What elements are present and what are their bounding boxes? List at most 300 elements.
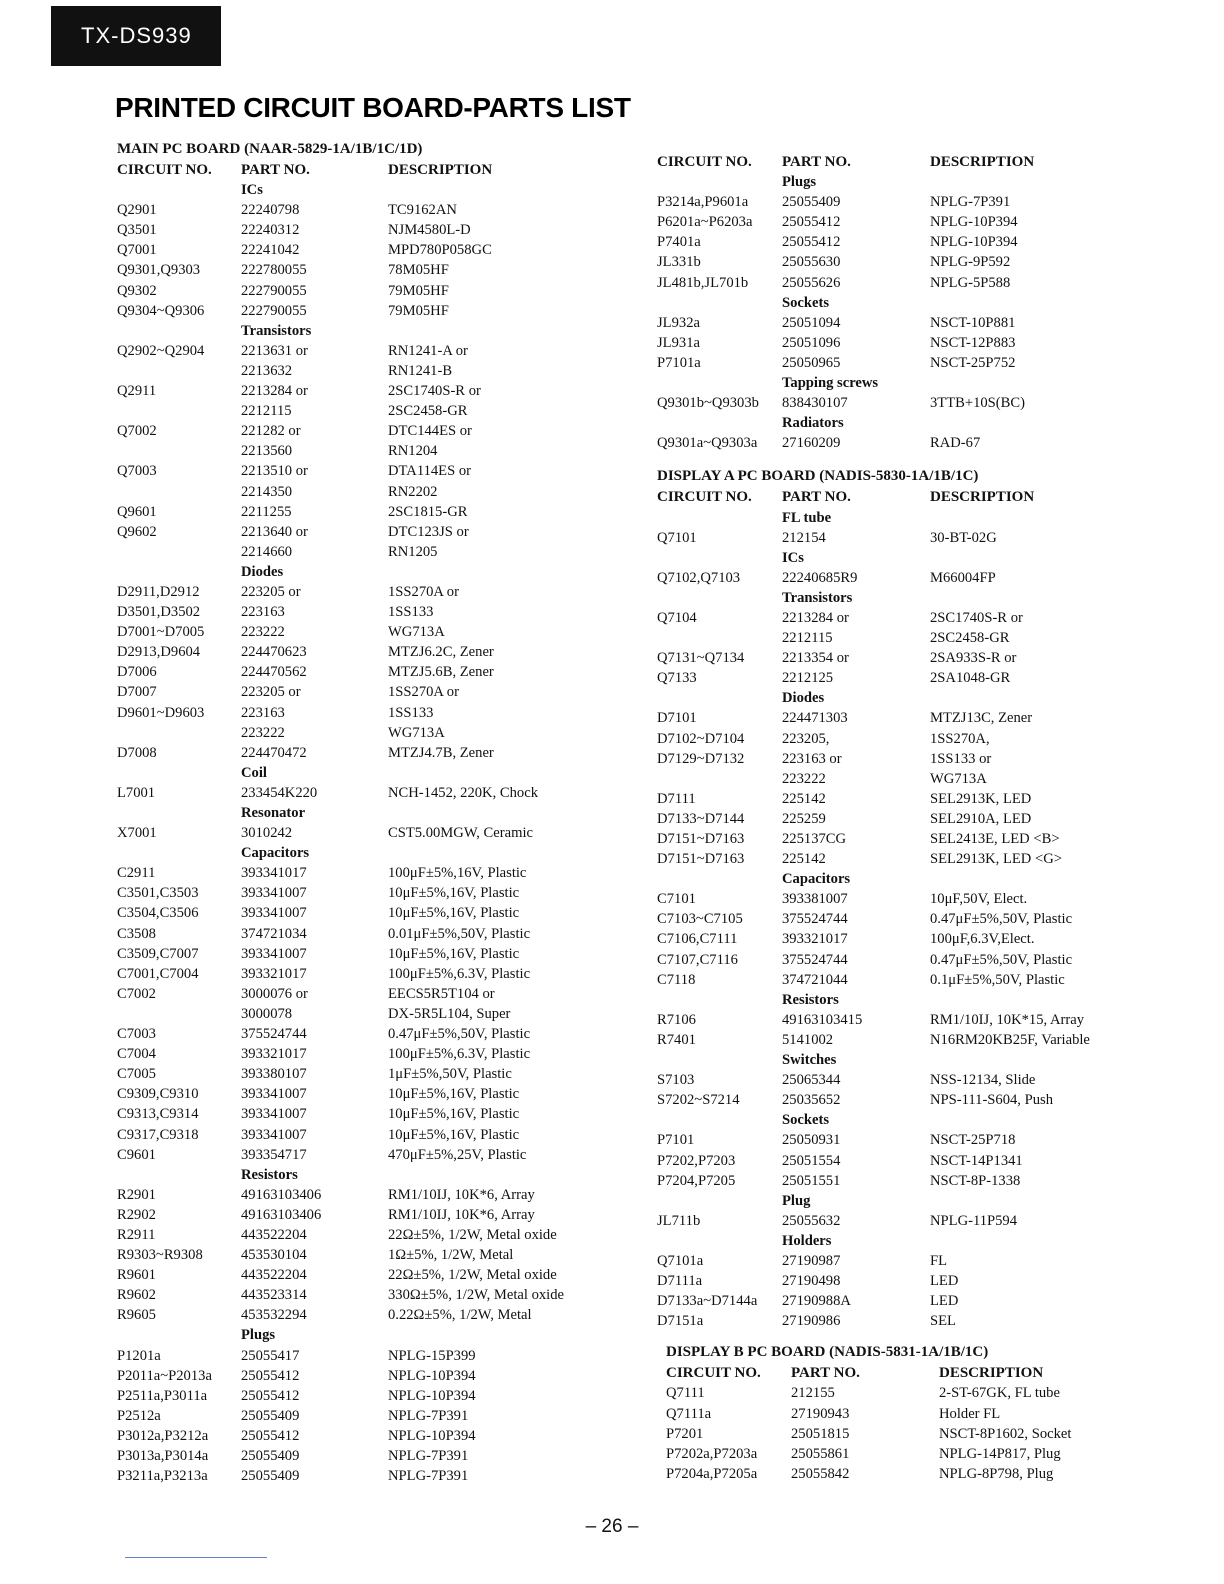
circuit-no: Q2902~Q2904 xyxy=(117,342,205,359)
part-no: 223222 xyxy=(241,624,285,641)
description: RAD-67 xyxy=(930,435,981,452)
page-number: – 26 – xyxy=(585,1516,639,1537)
display-b-table xyxy=(666,1363,1127,1484)
part-row xyxy=(657,608,1127,628)
display-a-board-title: DISPLAY A PC BOARD (NADIS-5830-1A/1B/1C) xyxy=(657,468,979,485)
circuit-no: Q9602 xyxy=(117,523,157,540)
circuit-no: P7204,P7205 xyxy=(657,1172,736,1189)
part-row xyxy=(657,192,1127,212)
circuit-no: C9317,C9318 xyxy=(117,1126,199,1143)
description-header: DESCRIPTION xyxy=(388,162,493,178)
circuit-no: C7106,C7111 xyxy=(657,931,738,948)
main-board-title: MAIN PC BOARD (NAAR-5829-1A/1B/1C/1D) xyxy=(117,141,423,157)
category-row xyxy=(117,803,637,823)
part-no: 22240798 xyxy=(241,202,300,219)
description: 2SC1740S-R or xyxy=(930,609,1023,626)
part-row xyxy=(117,1205,637,1225)
description: NPLG-8P798, Plug xyxy=(939,1465,1054,1482)
part-row xyxy=(117,1466,637,1486)
category-row xyxy=(657,1191,1127,1211)
part-no: 25051554 xyxy=(782,1152,841,1169)
category-row xyxy=(657,172,1127,192)
circuit-no: P3214a,P9601a xyxy=(657,194,749,211)
category-label: Sockets xyxy=(782,1112,830,1129)
part-no: 25055626 xyxy=(782,274,841,291)
part-no: 25050931 xyxy=(782,1132,841,1149)
part-no: 221282 or xyxy=(241,423,301,440)
part-row xyxy=(117,642,637,662)
part-no: 393321017 xyxy=(241,1046,307,1063)
description: SEL2910A, LED xyxy=(930,810,1032,827)
description: 10μF±5%,16V, Plastic xyxy=(388,1106,520,1123)
part-row xyxy=(657,829,1127,849)
model-tab xyxy=(51,6,221,66)
category-label: FL tube xyxy=(782,509,832,526)
part-no: 2213640 or xyxy=(241,523,308,540)
part-row xyxy=(117,883,637,903)
part-no: 443522204 xyxy=(241,1226,307,1243)
circuit-no-header: CIRCUIT NO. xyxy=(117,162,212,178)
part-no: 2214660 xyxy=(241,543,293,560)
description: NSCT-25P752 xyxy=(930,354,1016,371)
description: 2-ST-67GK, FL tube xyxy=(939,1385,1060,1402)
part-no: 443523314 xyxy=(241,1287,307,1304)
part-no: 393321017 xyxy=(241,965,307,982)
description: NPLG-11P594 xyxy=(930,1212,1018,1229)
part-no: 224470562 xyxy=(241,664,307,681)
part-no: 2213632 xyxy=(241,362,293,379)
description: RN1205 xyxy=(388,543,438,560)
part-row xyxy=(657,273,1127,293)
description: 2SC1740S-R or xyxy=(388,383,481,400)
part-row xyxy=(117,1145,637,1165)
part-row xyxy=(117,723,637,743)
part-row xyxy=(657,252,1127,272)
part-row xyxy=(117,401,637,421)
category-label: ICs xyxy=(241,182,263,199)
circuit-no: P7202a,P7203a xyxy=(666,1445,758,1462)
part-row xyxy=(657,1151,1127,1171)
right-column xyxy=(657,152,1127,1484)
part-row xyxy=(117,602,637,622)
part-row xyxy=(117,1024,637,1044)
part-row xyxy=(117,240,637,260)
circuit-no: P3013a,P3014a xyxy=(117,1448,209,1464)
part-row xyxy=(117,281,637,301)
circuit-no: C3508 xyxy=(117,925,156,942)
description: NPLG-7P391 xyxy=(388,1468,469,1485)
category-label: Plugs xyxy=(782,174,817,191)
part-row xyxy=(117,1044,637,1064)
part-row xyxy=(657,1251,1127,1271)
part-no: 25055412 xyxy=(241,1387,300,1404)
description: 10μF±5%,16V, Plastic xyxy=(388,945,520,962)
circuit-no: D2911,D2912 xyxy=(117,583,200,600)
circuit-no: C3509,C7007 xyxy=(117,945,199,962)
display-a-header-row xyxy=(657,487,1127,507)
circuit-no: C7101 xyxy=(657,891,696,908)
category-row xyxy=(117,1325,637,1345)
part-row xyxy=(666,1464,1127,1484)
part-no: 25055409 xyxy=(241,1448,300,1464)
part-row xyxy=(657,668,1127,688)
circuit-no: X7001 xyxy=(117,825,157,842)
category-row xyxy=(117,763,637,783)
part-row xyxy=(657,568,1127,588)
part-no: 223222 xyxy=(241,724,285,741)
part-row xyxy=(657,708,1127,728)
part-no: 453532294 xyxy=(241,1307,307,1324)
category-label: Transistors xyxy=(782,589,853,606)
description: MTZJ13C, Zener xyxy=(930,710,1033,727)
part-row xyxy=(117,461,637,481)
part-row xyxy=(117,823,637,843)
part-row xyxy=(657,1291,1127,1311)
circuit-no: P6201a~P6203a xyxy=(657,214,753,231)
circuit-no: Q7101a xyxy=(657,1252,704,1269)
category-label: Resistors xyxy=(782,991,839,1008)
display-b-header-row xyxy=(666,1363,1127,1383)
description: NPLG-9P592 xyxy=(930,254,1011,271)
part-no: 224471303 xyxy=(782,710,848,727)
part-row xyxy=(117,783,637,803)
part-row xyxy=(117,944,637,964)
description: NPLG-7P391 xyxy=(388,1407,469,1424)
circuit-no: Q7104 xyxy=(657,609,697,626)
circuit-no: R2902 xyxy=(117,1206,156,1223)
description: TC9162AN xyxy=(388,202,457,219)
part-no: 223163 or xyxy=(782,750,842,767)
part-no: 25055630 xyxy=(782,254,841,271)
part-no: 22240312 xyxy=(241,222,300,239)
part-no: 393341007 xyxy=(241,1106,307,1123)
description: 10μF±5%,16V, Plastic xyxy=(388,1086,520,1103)
part-row xyxy=(117,1426,637,1446)
part-no: 2213510 or xyxy=(241,463,308,480)
main-board-cont-header-row xyxy=(657,152,1127,172)
description: MTZJ5.6B, Zener xyxy=(388,664,494,681)
category-label: ICs xyxy=(782,549,804,566)
left-column xyxy=(117,138,637,1486)
circuit-no: S7103 xyxy=(657,1072,695,1089)
circuit-no: Q9301b~Q9303b xyxy=(657,395,759,412)
category-row xyxy=(657,990,1127,1010)
description: FL xyxy=(930,1252,948,1269)
model-name: TX-DS939 xyxy=(81,23,192,48)
circuit-no: P3211a,P3213a xyxy=(117,1468,208,1485)
part-row xyxy=(657,353,1127,373)
part-row xyxy=(657,1070,1127,1090)
part-row xyxy=(657,393,1127,413)
display-b-board-title: DISPLAY B PC BOARD (NADIS-5831-1A/1B/1C) xyxy=(666,1344,989,1361)
description: 10μF±5%,16V, Plastic xyxy=(388,905,520,922)
part-row xyxy=(117,361,637,381)
category-label: Tapping screws xyxy=(782,375,879,392)
part-no: 25035652 xyxy=(782,1092,841,1109)
category-label: Resistors xyxy=(241,1166,298,1183)
part-no: 27190986 xyxy=(782,1313,841,1330)
description: 22Ω±5%, 1/2W, Metal oxide xyxy=(388,1226,557,1243)
description: 100μF±5%,6.3V, Plastic xyxy=(388,965,531,982)
circuit-no: Q7131~Q7134 xyxy=(657,650,745,667)
description: NPLG-10P394 xyxy=(930,234,1018,251)
part-row xyxy=(117,341,637,361)
category-row xyxy=(657,869,1127,889)
part-row xyxy=(117,522,637,542)
part-no: 212155 xyxy=(791,1385,835,1402)
part-no: 25051096 xyxy=(782,334,841,351)
part-row xyxy=(117,260,637,280)
part-row xyxy=(117,582,637,602)
part-no: 374721034 xyxy=(241,925,307,942)
part-row xyxy=(117,622,637,642)
circuit-no: Q7111a xyxy=(666,1405,712,1422)
part-no-header: PART NO. xyxy=(791,1365,860,1382)
part-row xyxy=(117,482,637,502)
circuit-no: D3501,D3502 xyxy=(117,604,201,621)
description: 330Ω±5%, 1/2W, Metal oxide xyxy=(388,1287,564,1304)
circuit-no: Q7101 xyxy=(657,529,697,546)
part-no: 25055417 xyxy=(241,1347,300,1364)
part-row xyxy=(117,1446,637,1466)
part-row xyxy=(117,863,637,883)
circuit-no: C7118 xyxy=(657,971,696,988)
part-row xyxy=(117,1185,637,1205)
description: NPS-111-S604, Push xyxy=(930,1092,1053,1109)
circuit-no: JL932a xyxy=(657,314,700,331)
part-row xyxy=(657,849,1127,869)
circuit-no: Q7102,Q7103 xyxy=(657,569,741,586)
part-no: 453530104 xyxy=(241,1247,307,1264)
part-no: 25055409 xyxy=(241,1468,300,1485)
circuit-no: P7202,P7203 xyxy=(657,1152,736,1169)
bottom-rule xyxy=(125,1557,267,1558)
part-no: 27190988A xyxy=(782,1293,851,1310)
description: 100μF,6.3V,Elect. xyxy=(930,931,1035,948)
circuit-no: Q9601 xyxy=(117,503,157,520)
circuit-no: Q7002 xyxy=(117,423,157,440)
description: 10μF±5%,16V, Plastic xyxy=(388,1126,520,1143)
part-row xyxy=(117,1386,637,1406)
circuit-no: C7107,C7116 xyxy=(657,951,738,968)
description: LED xyxy=(930,1293,959,1310)
category-label: Plug xyxy=(782,1192,811,1209)
circuit-no: Q7003 xyxy=(117,463,157,480)
circuit-no: C7002 xyxy=(117,985,156,1002)
category-label: Resonator xyxy=(241,805,306,821)
description: 100μF±5%,6.3V, Plastic xyxy=(388,1046,531,1063)
part-row xyxy=(117,1125,637,1145)
description: NCH-1452, 220K, Chock xyxy=(388,784,538,801)
part-no: 2214350 xyxy=(241,483,293,500)
part-row xyxy=(117,441,637,461)
part-no: 2213631 or xyxy=(241,342,308,359)
part-no: 25065344 xyxy=(782,1072,841,1089)
description: DTC123JS or xyxy=(388,523,469,540)
category-row xyxy=(117,562,637,582)
circuit-no: C7005 xyxy=(117,1066,156,1083)
circuit-no: Q9301,Q9303 xyxy=(117,262,201,279)
description: NPLG-7P391 xyxy=(930,194,1011,211)
category-label: Transistors xyxy=(241,322,312,339)
description: CST5.00MGW, Ceramic xyxy=(388,825,533,842)
circuit-no: C9601 xyxy=(117,1146,156,1163)
part-row xyxy=(117,1305,637,1325)
description: NPLG-10P394 xyxy=(388,1427,476,1444)
circuit-no: D7102~D7104 xyxy=(657,730,745,747)
part-no: 393341017 xyxy=(241,865,307,882)
part-row xyxy=(657,889,1127,909)
part-no: 393354717 xyxy=(241,1146,307,1163)
description: 30-BT-02G xyxy=(930,529,997,546)
part-no: 3010242 xyxy=(241,825,293,842)
circuit-no: C7001,C7004 xyxy=(117,965,199,982)
circuit-no: C7003 xyxy=(117,1026,156,1043)
description: 1μF±5%,50V, Plastic xyxy=(388,1066,512,1083)
part-no: 2213560 xyxy=(241,443,293,460)
description: NSCT-12P883 xyxy=(930,334,1016,351)
part-no: 2212115 xyxy=(241,403,292,420)
circuit-no: Q9304~Q9306 xyxy=(117,302,205,319)
description: LED xyxy=(930,1273,959,1290)
description: 1SS270A or xyxy=(388,583,459,600)
part-no: 375524744 xyxy=(241,1026,307,1043)
part-row xyxy=(657,749,1127,769)
part-row xyxy=(117,1104,637,1124)
part-no: 2212115 xyxy=(782,630,833,647)
part-no: 225137CG xyxy=(782,831,847,847)
circuit-no: Q9302 xyxy=(117,282,157,299)
category-row xyxy=(657,1231,1127,1251)
part-no: 393380107 xyxy=(241,1066,307,1083)
description: 100μF±5%,16V, Plastic xyxy=(388,865,527,882)
circuit-no: Q2901 xyxy=(117,202,157,219)
part-no: 393321017 xyxy=(782,931,848,948)
description: 1SS270A or xyxy=(388,684,459,701)
circuit-no: D7007 xyxy=(117,684,157,701)
part-no: 223205 or xyxy=(241,583,301,600)
part-no: 2213284 or xyxy=(782,609,849,626)
description: RM1/10IJ, 10K*6, Array xyxy=(388,1186,535,1203)
circuit-no: R9601 xyxy=(117,1267,156,1284)
part-no: 22241042 xyxy=(241,242,300,259)
part-row xyxy=(657,433,1127,453)
part-row xyxy=(657,1010,1127,1030)
circuit-no: Q3501 xyxy=(117,222,157,239)
description: MTZJ4.7B, Zener xyxy=(388,744,494,761)
circuit-no: C7103~C7105 xyxy=(657,911,743,928)
description-header: DESCRIPTION xyxy=(930,154,1035,170)
description: 1SS133 xyxy=(388,704,434,721)
category-row xyxy=(657,1110,1127,1130)
part-no: 25055412 xyxy=(782,234,841,251)
part-no: 393341007 xyxy=(241,905,307,922)
category-row xyxy=(657,548,1127,568)
part-no-header: PART NO. xyxy=(782,489,851,506)
part-row xyxy=(117,682,637,702)
display-a-parts xyxy=(657,508,1127,1332)
description: NSCT-8P1602, Socket xyxy=(939,1425,1072,1442)
description-header: DESCRIPTION xyxy=(939,1365,1044,1382)
main-board-header-row xyxy=(117,160,637,180)
part-no: 393341007 xyxy=(241,1086,307,1103)
description: NPLG-14P817, Plug xyxy=(939,1445,1061,1462)
part-no: 212154 xyxy=(782,529,826,546)
circuit-no: Q7001 xyxy=(117,242,157,259)
circuit-no: P3012a,P3212a xyxy=(117,1427,209,1444)
part-no-header: PART NO. xyxy=(241,162,310,178)
circuit-no: Q9301a~Q9303a xyxy=(657,435,758,452)
circuit-no: D7151~D7163 xyxy=(657,831,745,847)
main-board-cont-parts xyxy=(657,172,1127,453)
circuit-no: D7111 xyxy=(657,790,696,807)
part-row xyxy=(117,421,637,441)
description: MTZJ6.2C, Zener xyxy=(388,644,494,661)
part-row xyxy=(117,743,637,763)
part-no: 223222 xyxy=(782,770,826,787)
part-no: 25051815 xyxy=(791,1425,850,1442)
part-row xyxy=(657,1271,1127,1291)
part-row xyxy=(117,662,637,682)
part-no: 27190498 xyxy=(782,1273,841,1290)
category-row xyxy=(117,180,637,200)
circuit-no: P7401a xyxy=(657,234,701,251)
circuit-no: D7101 xyxy=(657,710,697,727)
circuit-no: D7151a xyxy=(657,1313,704,1330)
circuit-no: JL931a xyxy=(657,334,700,351)
part-row xyxy=(666,1383,1127,1403)
part-no: 25055412 xyxy=(782,214,841,231)
part-no: 25055632 xyxy=(782,1212,841,1229)
description: 10μF±5%,16V, Plastic xyxy=(388,885,520,902)
part-no: 225142 xyxy=(782,790,826,807)
part-row xyxy=(657,212,1127,232)
part-row xyxy=(117,502,637,522)
part-row xyxy=(657,1090,1127,1110)
part-row xyxy=(657,929,1127,949)
part-no: 222790055 xyxy=(241,302,307,319)
description: EECS5R5T104 or xyxy=(388,985,495,1002)
part-no: 375524744 xyxy=(782,911,848,928)
part-no: 233454K220 xyxy=(241,784,318,801)
part-no: 25055842 xyxy=(791,1465,850,1482)
category-label: Plugs xyxy=(241,1327,276,1344)
circuit-no: R9602 xyxy=(117,1287,156,1304)
description: RN2202 xyxy=(388,483,438,500)
description: SEL2913K, LED <G> xyxy=(930,851,1062,868)
part-row xyxy=(657,1311,1127,1331)
description: 10μF,50V, Elect. xyxy=(930,891,1028,908)
circuit-no: D7001~D7005 xyxy=(117,624,205,641)
description: 2SC2458-GR xyxy=(388,403,468,420)
part-no: 27190943 xyxy=(791,1405,850,1422)
description: 0.47μF±5%,50V, Plastic xyxy=(930,951,1073,968)
description: NJM4580L-D xyxy=(388,222,471,239)
part-row xyxy=(117,1245,637,1265)
description: 470μF±5%,25V, Plastic xyxy=(388,1146,527,1163)
part-no: 222790055 xyxy=(241,282,307,299)
main-board-parts xyxy=(117,180,637,1486)
description: NPLG-10P394 xyxy=(388,1387,476,1404)
part-no: 25055409 xyxy=(782,194,841,211)
part-row xyxy=(117,1346,637,1366)
description: NSS-12134, Slide xyxy=(930,1072,1036,1089)
part-row xyxy=(117,200,637,220)
circuit-no: P7201 xyxy=(666,1425,704,1442)
part-no: 25051094 xyxy=(782,314,841,331)
description: 1SS270A, xyxy=(930,730,990,747)
part-row xyxy=(657,950,1127,970)
